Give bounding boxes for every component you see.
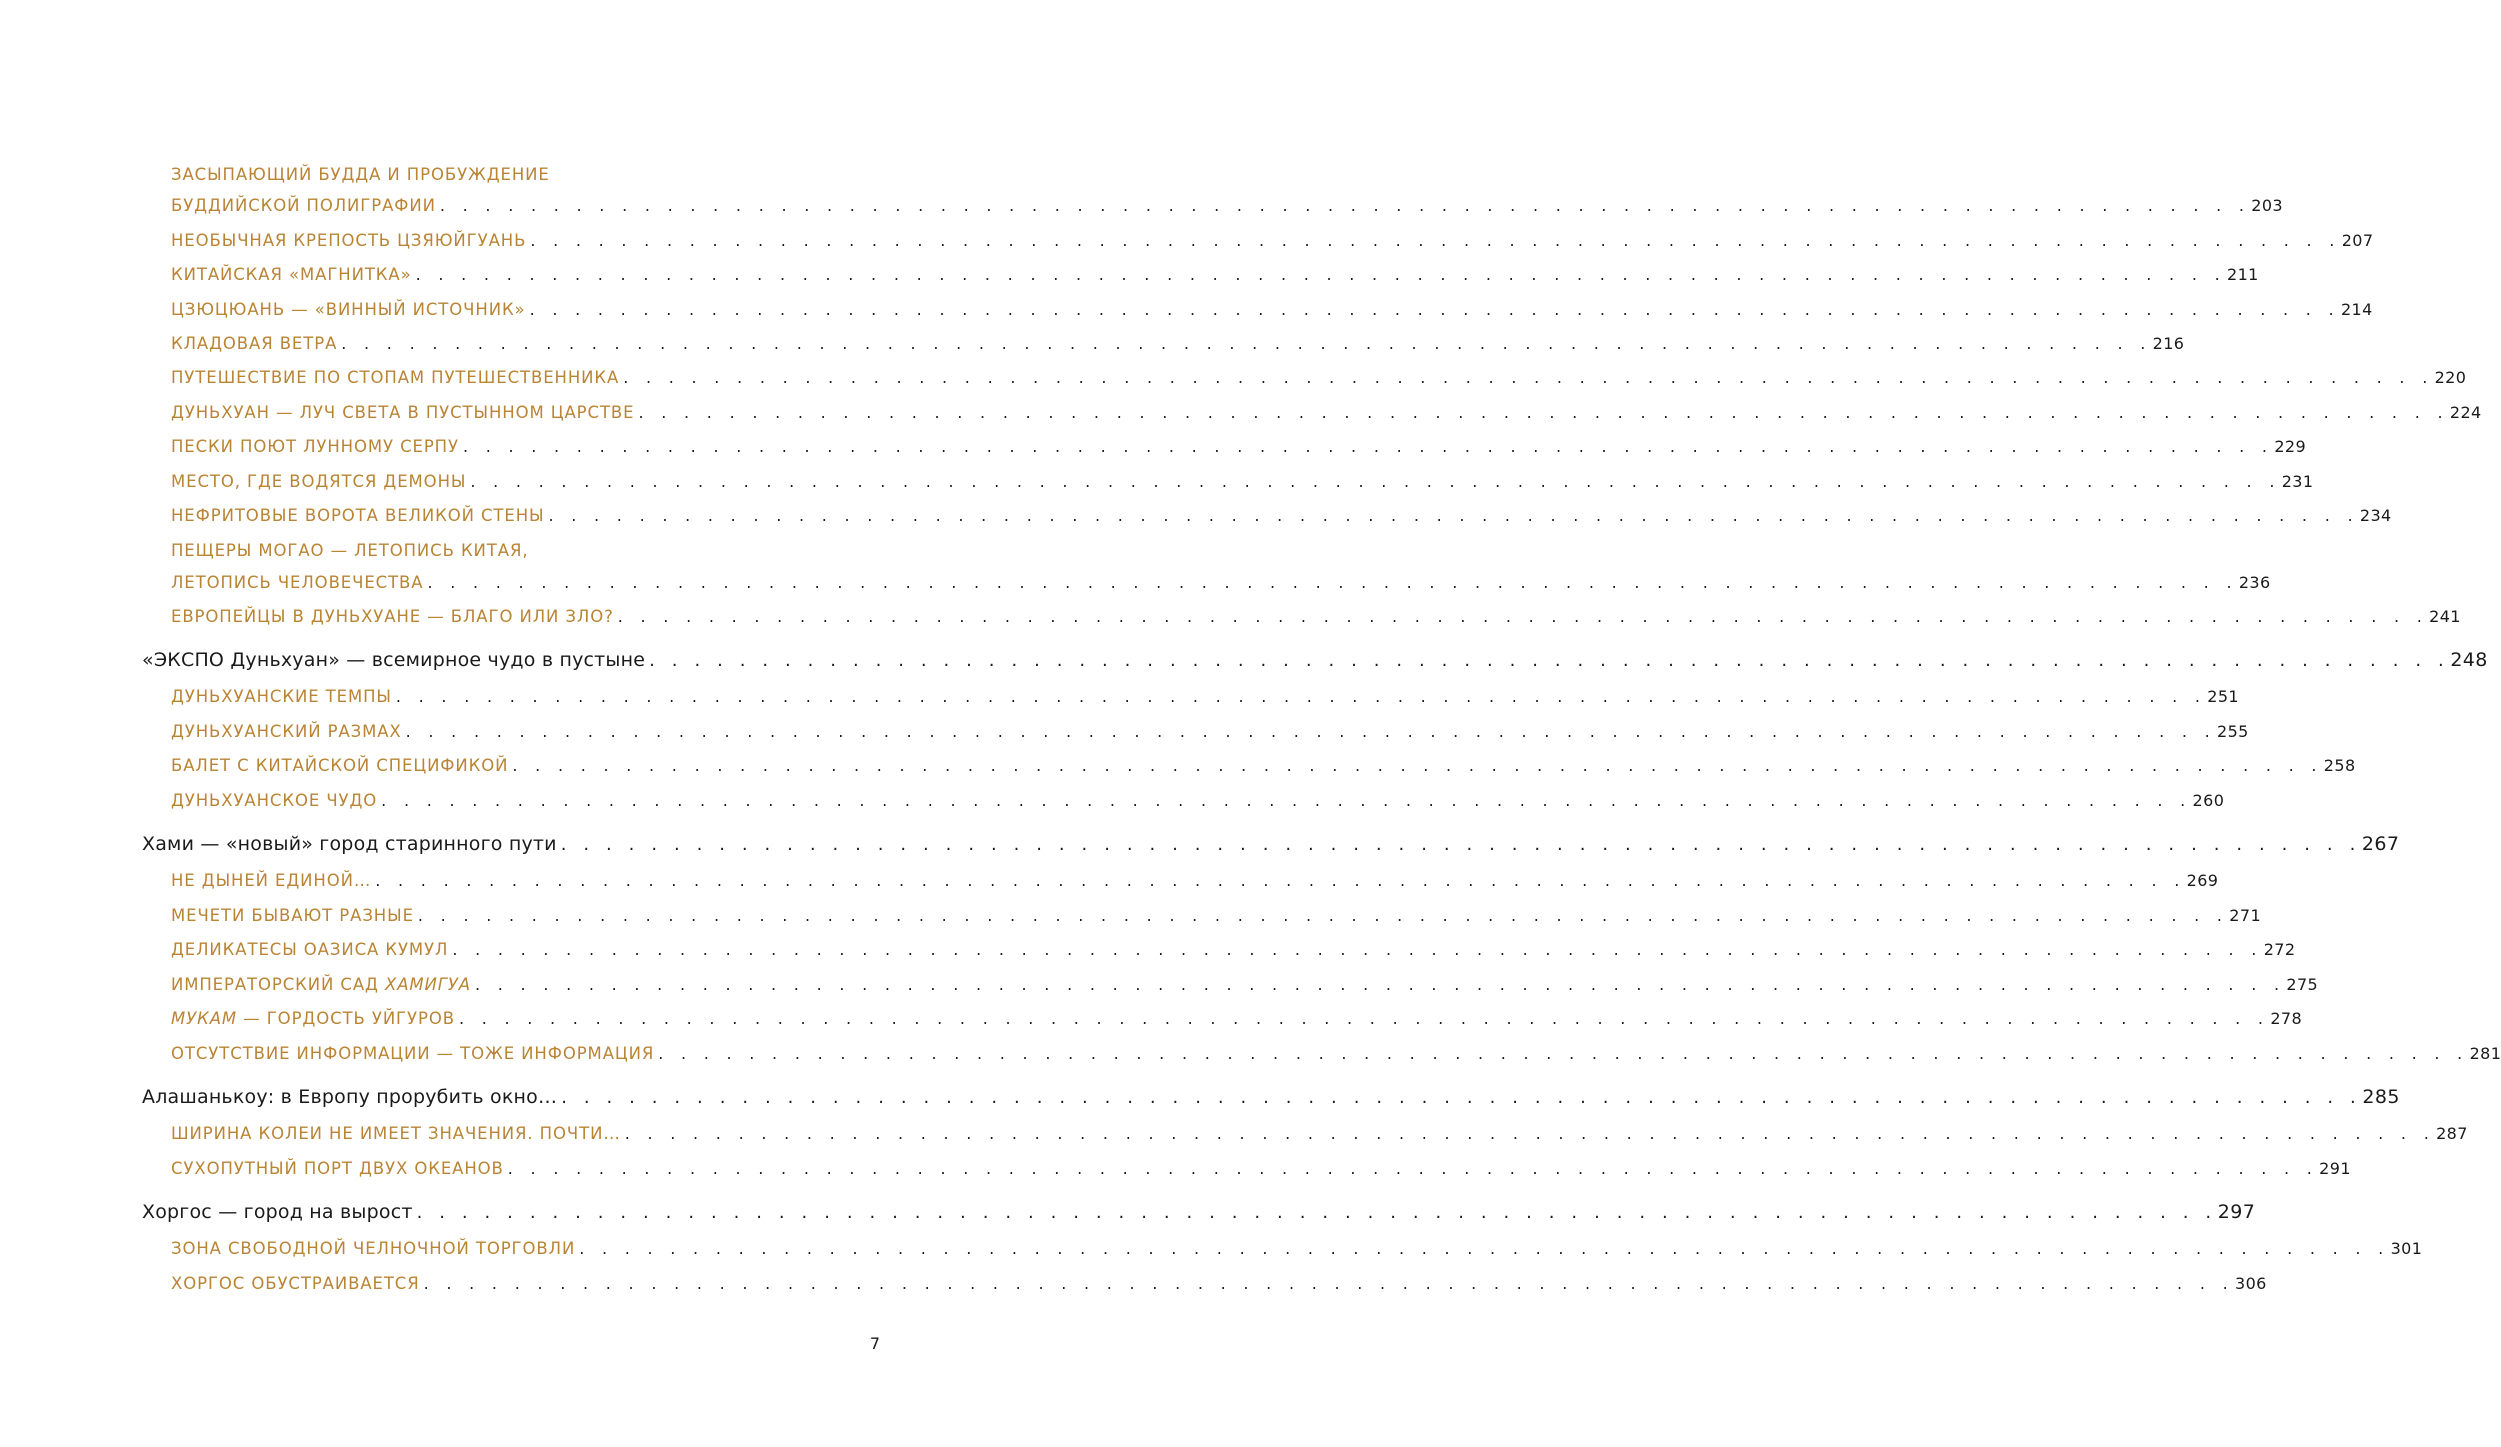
toc-page-number: 287	[2436, 1124, 2468, 1143]
toc-page-number: 272	[2263, 940, 2296, 959]
toc-entry-title	[171, 871, 371, 892]
toc-dot-leader: . . . . . . . . . . . . . . . . . . . . . . . . . . . . . . . . . . . . . . . . . . . . . . . . . . . . . . . . . . . . . . . . . . . . . . . . . . . . . . . .	[416, 1202, 2217, 1223]
toc-page-number: 220	[2434, 368, 2467, 387]
toc-section	[171, 1232, 2423, 1260]
toc-title-part: Хами — «новый» город старинного пути	[142, 833, 557, 855]
toc-section	[171, 1267, 2267, 1295]
toc-page-number: 251	[2207, 687, 2240, 706]
toc-entry-title	[171, 722, 402, 743]
toc-section-line1	[171, 534, 850, 562]
toc-page-number: 255	[2217, 722, 2249, 741]
toc-section-line1	[171, 158, 850, 186]
toc-title-part: ДУНЬХУАНСКИЕ ТЕМПЫ	[171, 687, 392, 706]
toc-title-part: ХОРГОС ОБУСТРАИВАЕТСЯ	[171, 1274, 420, 1293]
toc-page-number: 269	[2186, 871, 2219, 890]
toc-entry-title	[171, 1009, 455, 1030]
toc-dot-leader: . . . . . . . . . . . . . . . . . . . . . . . . . . . . . . . . . . . . . . . . . . . . . . . . . . . . . . . . . . . . . . . . . . . . . . . . . . . . . . . .	[381, 791, 2192, 810]
toc-entry-title	[171, 1274, 420, 1295]
toc-dot-leader: . . . . . . . . . . . . . . . . . . . . . . . . . . . . . . . . . . . . . . . . . . . . . . . . . . . . . . . . . . . . . . . . . . . . . . . . . . . . . . . .	[623, 368, 2434, 387]
toc-dot-leader: . . . . . . . . . . . . . . . . . . . . . . . . . . . . . . . . . . . . . . . . . . . . . . . . . . . . . . . . . . . . . . . . . . . . . . . . . . . . . . . .	[475, 975, 2286, 994]
toc-title-part: ЦЗЮЦЮАНЬ — «ВИННЫЙ ИСТОЧНИК»	[171, 300, 526, 319]
toc-section	[171, 1037, 2501, 1065]
toc-title-part: МЕЧЕТИ БЫВАЮТ РАЗНЫЕ	[171, 906, 414, 925]
toc-dot-leader: . . . . . . . . . . . . . . . . . . . . . . . . . . . . . . . . . . . . . . . . . . . . . . . . . . . . . . . . . . . . . . . . . . . . . . . . . . . . . . . .	[423, 1274, 2234, 1293]
toc-dot-leader: . . . . . . . . . . . . . . . . . . . . . . . . . . . . . . . . . . . . . . . . . . . . . . . . . . . . . . . . . . . . . . . . . . . . . . . . . . . . . . . .	[507, 1159, 2319, 1178]
toc-dot-leader: . . . . . . . . . . . . . . . . . . . . . . . . . . . . . . . . . . . . . . . . . . . . . . . . . . . . . . . . . . . . . . . . . . . . . . . . . . . . . . . .	[375, 871, 2186, 890]
toc-page-number: 291	[2319, 1159, 2351, 1178]
toc-page-number: 229	[2274, 437, 2307, 456]
toc-dot-leader: . . . . . . . . . . . . . . . . . . . . . . . . . . . . . . . . . . . . . . . . . . . . . . . . . . . . . . . . . . . . . . . . . . . . . . . . . . . . . . . .	[530, 231, 2341, 250]
toc-entry-title	[171, 1124, 621, 1145]
toc-dot-leader: . . . . . . . . . . . . . . . . . . . . . . . . . . . . . . . . . . . . . . . . . . . . . . . . . . . . . . . . . . . . . . . . . . . . . . . . . . . . . . . .	[638, 403, 2449, 422]
toc-title-part: ШИРИНА КОЛЕИ НЕ ИМЕЕТ ЗНАЧЕНИЯ. ПОЧТИ…	[171, 1124, 621, 1143]
toc-title-part: ДУНЬХУАНСКИЙ РАЗМАХ	[171, 722, 402, 741]
toc-entry-title	[171, 687, 392, 708]
toc-dot-leader: . . . . . . . . . . . . . . . . . . . . . . . . . . . . . . . . . . . . . . . . . . . . . . . . . . . . . . . . . . . . . . . . . . . . . . . . . . . . . . . .	[462, 437, 2274, 456]
toc-title-part: КИТАЙСКАЯ «МАГНИТКА»	[171, 265, 412, 284]
toc-section	[171, 968, 2319, 996]
toc-dot-leader: . . . . . . . . . . . . . . . . . . . . . . . . . . . . . . . . . . . . . . . . . . . . . . . . . . . . . . . . . . . . . . . . . . . . . . . . . . . . . . . .	[561, 1087, 2362, 1108]
toc-dot-leader: . . . . . . . . . . . . . . . . . . . . . . . . . . . . . . . . . . . . . . . . . . . . . . . . . . . . . . . . . . . . . . . . . . . . . . . . . . . . . . . .	[560, 834, 2361, 855]
toc-title-part: ИМПЕРАТОРСКИЙ САД	[171, 975, 385, 994]
toc-dot-leader: . . . . . . . . . . . . . . . . . . . . . . . . . . . . . . . . . . . . . . . . . . . . . . . . . . . . . . . . . . . . . . . . . . . . . . . . . . . . . . . .	[512, 756, 2323, 775]
toc-entry-title	[171, 607, 614, 628]
toc-title-part: ДУНЬХУАНСКОЕ ЧУДО	[171, 791, 378, 810]
toc-dot-leader: . . . . . . . . . . . . . . . . . . . . . . . . . . . . . . . . . . . . . . . . . . . . . . . . . . . . . . . . . . . . . . . . . . . . . . . . . . . . . . . .	[529, 300, 2340, 319]
toc-section	[171, 499, 2392, 527]
toc-entry-title	[171, 975, 471, 996]
toc-dot-leader: . . . . . . . . . . . . . . . . . . . . . . . . . . . . . . . . . . . . . . . . . . . . . . . . . . . . . . . . . . . . . . . . . . . . . . . . . . . . . . . .	[452, 940, 2263, 959]
toc-title-part: НЕОБЫЧНАЯ КРЕПОСТЬ ЦЗЯЮЙГУАНЬ	[171, 231, 527, 250]
toc-entry-title	[171, 940, 448, 961]
toc-entry-title: ПЕЩЕРЫ МОГАО — ЛЕТОПИСЬ КИТАЯ,	[171, 541, 529, 560]
toc-page-number: 285	[2362, 1086, 2400, 1108]
toc-title-part: ЕВРОПЕЙЦЫ В ДУНЬХУАНЕ — БЛАГО ИЛИ ЗЛО?	[171, 607, 614, 626]
toc-section	[171, 224, 2374, 252]
toc-dot-leader: . . . . . . . . . . . . . . . . . . . . . . . . . . . . . . . . . . . . . . . . . . . . . . . . . . . . . . . . . . . . . . . . . . . . . . . . . . . . . . . .	[415, 265, 2226, 284]
toc-section	[171, 258, 2259, 286]
toc-section	[171, 1152, 2351, 1180]
toc-section	[171, 749, 2356, 777]
toc-page-number: 234	[2359, 506, 2392, 525]
toc-title-part: МУКАМ	[171, 1009, 238, 1028]
toc-section	[171, 933, 2296, 961]
toc-section	[171, 361, 2467, 389]
toc-page-number: 248	[2450, 649, 2488, 671]
toc-title-part: ОТСУТСТВИЕ ИНФОРМАЦИИ — ТОЖЕ ИНФОРМАЦИЯ	[171, 1044, 655, 1063]
toc-page-number: 297	[2217, 1201, 2256, 1223]
toc-chapter	[142, 1197, 2256, 1225]
toc-title-part: Алашанькоу: в Европу прорубить окно…	[142, 1086, 558, 1108]
toc-entry-title	[171, 1159, 504, 1180]
toc-page-number: 267	[2361, 833, 2400, 855]
toc-dot-leader: . . . . . . . . . . . . . . . . . . . . . . . . . . . . . . . . . . . . . . . . . . . . . . . . . . . . . . . . . . . . . . . . . . . . . . . . . . . . . . . .	[658, 1044, 2469, 1063]
toc-title-part: КЛАДОВАЯ ВЕТРА	[171, 334, 338, 353]
toc-title-part: СУХОПУТНЫЙ ПОРТ ДВУХ ОКЕАНОВ	[171, 1159, 504, 1178]
toc-title-part: Хоргос — город на вырост	[142, 1201, 413, 1223]
toc-chapter	[142, 829, 2400, 857]
toc-section	[171, 465, 2314, 493]
toc-title-part: ПУТЕШЕСТВИЕ ПО СТОПАМ ПУТЕШЕСТВЕННИКА	[171, 368, 620, 387]
toc-page-number: 260	[2192, 791, 2225, 810]
toc-entry-title	[171, 906, 414, 927]
toc-page-number: 275	[2286, 975, 2319, 994]
toc-page-number: 211	[2226, 265, 2259, 284]
toc-dot-leader: . . . . . . . . . . . . . . . . . . . . . . . . . . . . . . . . . . . . . . . . . . . . . . . . . . . . . . . . . . . . . . . . . . . . . . . . . . . . . . . .	[579, 1239, 2390, 1258]
toc-section	[171, 396, 2482, 424]
toc-section	[171, 600, 2461, 628]
toc-entry-title	[171, 1239, 575, 1260]
toc-section	[171, 864, 2219, 892]
toc-entry-title	[171, 472, 466, 493]
toc-entry-title	[171, 506, 544, 527]
toc-entry-title	[171, 1044, 654, 1065]
toc-dot-leader: . . . . . . . . . . . . . . . . . . . . . . . . . . . . . . . . . . . . . . . . . . . . . . . . . . . . . . . . . . . . . . . . . . . . . . . . . . . . . . . .	[649, 650, 2450, 671]
toc-title-part: БАЛЕТ С КИТАЙСКОЙ СПЕЦИФИКОЙ	[171, 756, 509, 775]
toc-section	[171, 784, 2225, 812]
page-number: 7	[869, 1334, 880, 1353]
toc-entry-title	[171, 265, 412, 286]
toc-entry-title	[171, 334, 337, 355]
toc-dot-leader: . . . . . . . . . . . . . . . . . . . . . . . . . . . . . . . . . . . . . . . . . . . . . . . . . . . . . . . . . . . . . . . . . . . . . . . . . . . . . . . .	[341, 334, 2152, 353]
toc-page-number: 258	[2323, 756, 2356, 775]
toc-title-part: — ГОРДОСТЬ УЙГУРОВ	[237, 1009, 455, 1028]
toc-page-number: 224	[2449, 403, 2482, 422]
toc-entry-title	[142, 1201, 413, 1225]
toc-page-number: 216	[2152, 334, 2185, 353]
toc-section	[171, 899, 2262, 927]
toc-section	[171, 715, 2249, 743]
toc-title-part: НЕ ДЫНЕЙ ЕДИНОЙ…	[171, 871, 372, 890]
toc-title-part: МЕСТО, ГДЕ ВОДЯТСЯ ДЕМОНЫ	[171, 472, 467, 491]
toc-page-number: 207	[2341, 231, 2374, 250]
toc-title-part: НЕФРИТОВЫЕ ВОРОТА ВЕЛИКОЙ СТЕНЫ	[171, 506, 545, 525]
toc-page-number: 301	[2390, 1239, 2423, 1258]
toc-title-part: ПЕСКИ ПОЮТ ЛУННОМУ СЕРПУ	[171, 437, 459, 456]
toc-entry-title	[171, 300, 526, 321]
toc-entry-title	[171, 791, 377, 812]
toc-section	[171, 327, 2185, 355]
toc-dot-leader: . . . . . . . . . . . . . . . . . . . . . . . . . . . . . . . . . . . . . . . . . . . . . . . . . . . . . . . . . . . . . . . . . . . . . . . . . . . . . . . .	[405, 722, 2217, 741]
toc-entry-title	[171, 756, 508, 777]
toc-title-part: «ЭКСПО Дуньхуан» — всемирное чудо в пустыне	[142, 649, 646, 671]
toc-section-line2	[171, 189, 2284, 217]
toc-dot-leader: . . . . . . . . . . . . . . . . . . . . . . . . . . . . . . . . . . . . . . . . . . . . . . . . . . . . . . . . . . . . . . . . . . . . . . . . . . . . . . . .	[427, 573, 2238, 592]
toc-dot-leader: . . . . . . . . . . . . . . . . . . . . . . . . . . . . . . . . . . . . . . . . . . . . . . . . . . . . . . . . . . . . . . . . . . . . . . . . . . . . . . . .	[548, 506, 2359, 525]
toc-dot-leader: . . . . . . . . . . . . . . . . . . . . . . . . . . . . . . . . . . . . . . . . . . . . . . . . . . . . . . . . . . . . . . . . . . . . . . . . . . . . . . . .	[617, 607, 2429, 626]
toc-page-number: 231	[2281, 472, 2314, 491]
toc-entry-title	[171, 368, 619, 389]
toc-page-number: 214	[2340, 300, 2373, 319]
toc-title-part: ХАМИГУА	[384, 975, 471, 994]
toc-section	[171, 1117, 2468, 1145]
toc-dot-leader: . . . . . . . . . . . . . . . . . . . . . . . . . . . . . . . . . . . . . . . . . . . . . . . . . . . . . . . . . . . . . . . . . . . . . . . . . . . . . . . .	[624, 1124, 2436, 1143]
toc-page-number: 278	[2270, 1009, 2303, 1028]
toc-page-number: 271	[2229, 906, 2262, 925]
toc-chapter	[142, 645, 2488, 673]
toc-dot-leader: . . . . . . . . . . . . . . . . . . . . . . . . . . . . . . . . . . . . . . . . . . . . . . . . . . . . . . . . . . . . . . . . . . . . . . . . . . . . . . . .	[470, 472, 2281, 491]
toc-dot-leader: . . . . . . . . . . . . . . . . . . . . . . . . . . . . . . . . . . . . . . . . . . . . . . . . . . . . . . . . . . . . . . . . . . . . . . . . . . . . . . . .	[395, 687, 2207, 706]
toc-section-line2	[171, 566, 2271, 594]
toc-dot-leader: . . . . . . . . . . . . . . . . . . . . . . . . . . . . . . . . . . . . . . . . . . . . . . . . . . . . . . . . . . . . . . . . . . . . . . . . . . . . . . . .	[417, 906, 2229, 925]
toc-page-number: 236	[2238, 573, 2271, 592]
toc-section	[171, 680, 2240, 708]
toc-page-number: 281	[2469, 1044, 2501, 1063]
toc-dot-leader: . . . . . . . . . . . . . . . . . . . . . . . . . . . . . . . . . . . . . . . . . . . . . . . . . . . . . . . . . . . . . . . . . . . . . . . . . . . . . . . .	[458, 1009, 2270, 1028]
toc-chapter	[142, 1082, 2400, 1110]
toc-page-number: 203	[2251, 196, 2284, 215]
toc-section	[171, 293, 2373, 321]
toc-dot-leader: . . . . . . . . . . . . . . . . . . . . . . . . . . . . . . . . . . . . . . . . . . . . . . . . . . . . . . . . . . . . . . . . . . . . . . . . . . . . . . . .	[439, 196, 2251, 215]
toc-title-part: ДУНЬХУАН — ЛУЧ СВЕТА В ПУСТЫННОМ ЦАРСТВЕ	[171, 403, 635, 422]
toc-section	[171, 430, 2307, 458]
toc-entry-title	[171, 231, 526, 252]
toc-entry-title: ЛЕТОПИСЬ ЧЕЛОВЕЧЕСТВА	[171, 573, 424, 592]
toc-title-part: ЗОНА СВОБОДНОЙ ЧЕЛНОЧНОЙ ТОРГОВЛИ	[171, 1239, 576, 1258]
toc-entry-title	[142, 1086, 557, 1110]
toc-section	[171, 1002, 2303, 1030]
toc-page-number: 241	[2429, 607, 2461, 626]
toc-entry-title: ЗАСЫПАЮЩИЙ БУДДА И ПРОБУЖДЕНИЕ	[171, 165, 550, 184]
toc-entry-title	[171, 403, 634, 424]
toc-entry-title	[142, 833, 557, 857]
toc-entry-title	[171, 437, 459, 458]
toc-page-number: 306	[2234, 1274, 2267, 1293]
toc-entry-title: БУДДИЙСКОЙ ПОЛИГРАФИИ	[171, 196, 436, 215]
toc-title-part: ДЕЛИКАТЕСЫ ОАЗИСА КУМУЛ	[171, 940, 449, 959]
toc-entry-title	[142, 649, 645, 673]
